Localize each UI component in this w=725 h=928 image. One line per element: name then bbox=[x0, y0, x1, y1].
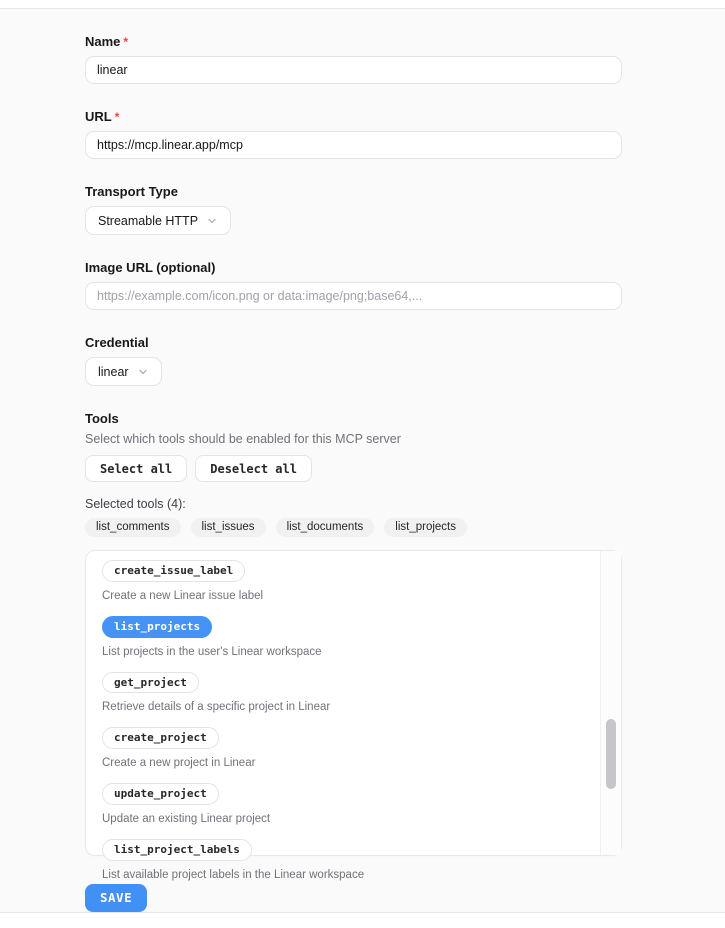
tools-section bbox=[85, 411, 622, 881]
url-field-group bbox=[85, 109, 622, 159]
credential-field-group bbox=[85, 335, 622, 386]
tools-list bbox=[86, 551, 621, 881]
tools-bulk-actions bbox=[85, 455, 622, 482]
transport-label bbox=[85, 184, 622, 199]
mcp-server-form bbox=[0, 8, 725, 913]
image-url-input[interactable] bbox=[85, 282, 622, 310]
image-url-label-text: Image URL (optional) bbox=[85, 260, 216, 275]
transport-field-group bbox=[85, 184, 622, 235]
chevron-down-icon bbox=[206, 215, 218, 227]
tool-description: List projects in the user's Linear workspace bbox=[102, 645, 322, 658]
selected-tool-chip-list_comments: list_comments bbox=[85, 518, 181, 537]
transport-selected-value: Streamable HTTP bbox=[98, 213, 199, 228]
chevron-down-icon bbox=[137, 366, 149, 378]
selected-tool-chip-list_issues: list_issues bbox=[191, 518, 266, 537]
credential-select[interactable] bbox=[85, 357, 162, 386]
tool-chip-list_project_labels[interactable]: list_project_labels bbox=[102, 839, 252, 861]
transport-select[interactable] bbox=[85, 206, 231, 235]
name-field-group bbox=[85, 34, 622, 84]
tools-label bbox=[85, 411, 622, 426]
tool-description: Retrieve details of a specific project in Linear bbox=[102, 701, 331, 714]
tool-description: List available project labels in the Linear workspace bbox=[102, 868, 365, 881]
tool-item bbox=[102, 727, 585, 769]
selected-tool-chip-list_documents: list_documents bbox=[276, 518, 375, 537]
tools-list-container bbox=[85, 550, 622, 881]
name-label bbox=[85, 34, 622, 49]
tool-item bbox=[102, 783, 585, 825]
name-label-text: Name bbox=[85, 34, 121, 49]
url-label-text: URL bbox=[85, 109, 112, 124]
credential-selected-value: linear bbox=[98, 364, 129, 379]
tool-chip-create_project[interactable]: create_project bbox=[102, 727, 219, 749]
required-asterisk: * bbox=[114, 110, 120, 124]
image-url-label bbox=[85, 260, 622, 275]
tool-description: Update an existing Linear project bbox=[102, 812, 271, 825]
credential-label-text: Credential bbox=[85, 335, 149, 350]
credential-label bbox=[85, 335, 622, 350]
scrollbar-track[interactable] bbox=[600, 551, 621, 855]
url-label bbox=[85, 109, 622, 124]
tool-chip-get_project[interactable]: get_project bbox=[102, 672, 199, 694]
tool-chip-update_project[interactable]: update_project bbox=[102, 783, 219, 805]
selected-tools-chips bbox=[85, 518, 622, 537]
url-input[interactable] bbox=[85, 131, 622, 159]
image-url-field-group bbox=[85, 260, 622, 310]
tool-chip-create_issue_label[interactable]: create_issue_label bbox=[102, 560, 245, 582]
tools-description: Select which tools should be enabled for this MCP server bbox=[85, 432, 401, 446]
transport-label-text: Transport Type bbox=[85, 184, 178, 199]
select-all-button[interactable]: Select all bbox=[85, 455, 187, 482]
selected-tool-chip-list_projects: list_projects bbox=[384, 518, 467, 537]
tool-item bbox=[102, 616, 585, 658]
scrollbar-thumb[interactable] bbox=[606, 719, 616, 789]
tool-description: Create a new project in Linear bbox=[102, 757, 256, 770]
name-input[interactable] bbox=[85, 56, 622, 84]
save-button[interactable]: SAVE bbox=[85, 884, 147, 912]
tools-label-text: Tools bbox=[85, 411, 119, 426]
tool-description: Create a new Linear issue label bbox=[102, 589, 264, 602]
tool-item bbox=[102, 672, 585, 714]
selected-tools-heading: Selected tools (4): bbox=[85, 497, 186, 511]
required-asterisk: * bbox=[123, 35, 129, 49]
tool-chip-list_projects[interactable]: list_projects bbox=[102, 616, 212, 638]
tool-item bbox=[102, 560, 585, 602]
tool-item bbox=[102, 839, 585, 881]
deselect-all-button[interactable]: Deselect all bbox=[195, 455, 312, 482]
